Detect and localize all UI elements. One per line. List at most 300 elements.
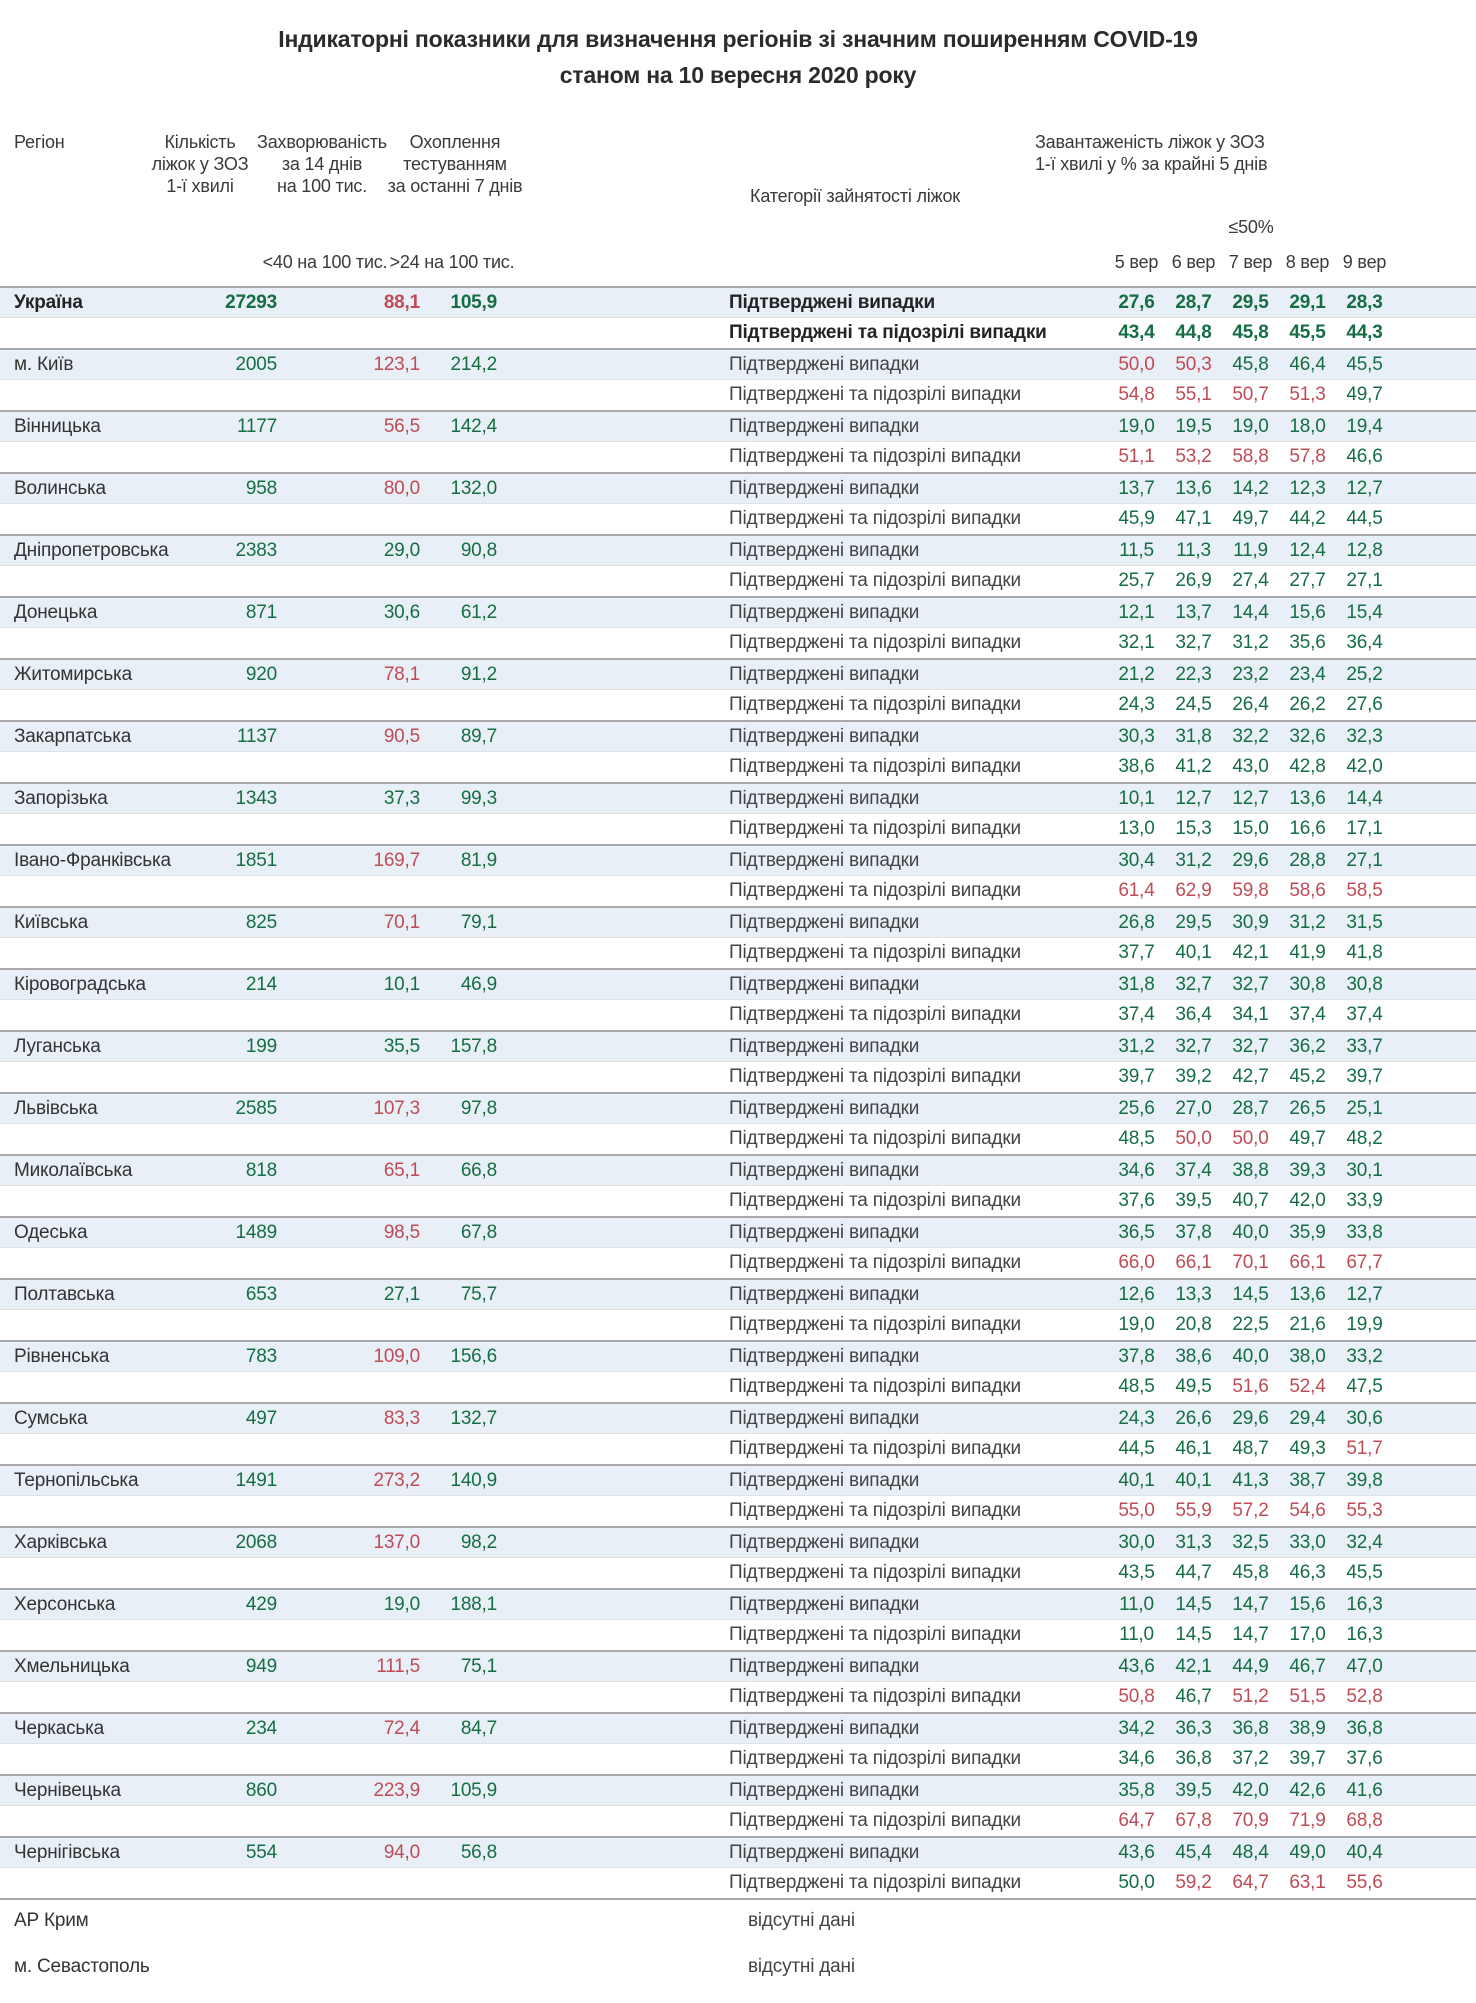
category-label: Підтверджені та підозрілі випадки xyxy=(729,756,1021,777)
incidence-value: 78,1 xyxy=(383,664,420,685)
table-row-confirmed xyxy=(0,474,1476,504)
testing-value: 156,6 xyxy=(450,1346,497,1367)
testing-value: 105,9 xyxy=(450,1780,497,1801)
occupancy-value: 38,8 xyxy=(1232,1160,1269,1181)
table-row-suspected xyxy=(0,690,1476,720)
occupancy-value: 11,9 xyxy=(1233,540,1268,561)
beds-value: 1851 xyxy=(235,850,277,871)
no-data-row xyxy=(0,1898,1476,1944)
occupancy-value: 21,6 xyxy=(1289,1314,1326,1335)
occupancy-value: 37,7 xyxy=(1118,942,1155,963)
occupancy-value: 13,6 xyxy=(1175,478,1212,499)
occupancy-value: 24,5 xyxy=(1175,694,1212,715)
region-name: Кіровоградська xyxy=(14,974,146,995)
occupancy-value: 30,1 xyxy=(1346,1160,1383,1181)
testing-value: 79,1 xyxy=(460,912,497,933)
occupancy-value: 36,8 xyxy=(1175,1748,1212,1769)
testing-value: 67,8 xyxy=(460,1222,497,1243)
region-block xyxy=(0,1092,1476,1154)
occupancy-value: 36,2 xyxy=(1289,1036,1326,1057)
occupancy-value: 14,4 xyxy=(1232,602,1269,623)
category-label: Підтверджені випадки xyxy=(729,1408,920,1429)
occupancy-value: 10,1 xyxy=(1118,788,1155,809)
occupancy-value: 19,5 xyxy=(1175,416,1212,437)
occupancy-value: 25,2 xyxy=(1346,664,1383,685)
occupancy-value: 21,2 xyxy=(1118,664,1155,685)
occupancy-value: 47,0 xyxy=(1346,1656,1383,1677)
testing-value: 142,4 xyxy=(450,416,497,437)
occupancy-value: 49,0 xyxy=(1289,1842,1326,1863)
occupancy-value: 44,5 xyxy=(1346,508,1383,529)
occupancy-value: 45,8 xyxy=(1232,354,1269,375)
occupancy-value: 37,4 xyxy=(1289,1004,1326,1025)
occupancy-value: 64,7 xyxy=(1118,1810,1155,1831)
table-row-suspected xyxy=(0,380,1476,410)
incidence-value: 137,0 xyxy=(373,1532,420,1553)
beds-value: 825 xyxy=(245,912,277,933)
occupancy-value: 51,6 xyxy=(1232,1376,1269,1397)
occupancy-value: 50,0 xyxy=(1118,1872,1155,1893)
column-header-region: Регіон xyxy=(14,132,65,152)
occupancy-value: 27,6 xyxy=(1118,292,1155,313)
region-block xyxy=(0,1154,1476,1216)
occupancy-value: 41,6 xyxy=(1346,1780,1383,1801)
category-label: Підтверджені випадки xyxy=(729,850,920,871)
occupancy-value: 41,9 xyxy=(1289,942,1326,963)
category-label: Підтверджені випадки xyxy=(729,912,920,933)
table-row-confirmed xyxy=(0,412,1476,442)
region-name: Дніпропетровська xyxy=(14,540,169,561)
occupancy-value: 42,0 xyxy=(1346,756,1383,777)
occupancy-value: 30,8 xyxy=(1289,974,1326,995)
region-name: Тернопільська xyxy=(14,1470,139,1491)
occupancy-value: 37,8 xyxy=(1118,1346,1155,1367)
region-block xyxy=(0,1216,1476,1278)
occupancy-value: 42,8 xyxy=(1289,756,1326,777)
region-name: Чернівецька xyxy=(14,1780,121,1801)
occupancy-value: 42,0 xyxy=(1289,1190,1326,1211)
occupancy-value: 40,0 xyxy=(1232,1222,1269,1243)
occupancy-value: 19,9 xyxy=(1346,1314,1383,1335)
date-header-2: 6 вер xyxy=(1171,252,1216,272)
incidence-value: 94,0 xyxy=(383,1842,420,1863)
region-name: Миколаївська xyxy=(14,1160,133,1181)
occupancy-value: 29,4 xyxy=(1289,1408,1326,1429)
occupancy-value: 49,3 xyxy=(1289,1438,1326,1459)
occupancy-value: 59,8 xyxy=(1232,880,1269,901)
occupancy-value: 50,8 xyxy=(1118,1686,1155,1707)
occupancy-value: 48,5 xyxy=(1118,1128,1155,1149)
occupancy-value: 23,2 xyxy=(1232,664,1269,685)
category-label: Підтверджені випадки xyxy=(729,1594,920,1615)
occupancy-value: 66,0 xyxy=(1118,1252,1155,1273)
occupancy-value: 29,5 xyxy=(1232,292,1269,313)
region-block xyxy=(0,1030,1476,1092)
occupancy-value: 40,4 xyxy=(1346,1842,1383,1863)
occupancy-value: 44,9 xyxy=(1232,1656,1269,1677)
no-data-row xyxy=(0,1944,1476,1990)
occupancy-value: 57,2 xyxy=(1232,1500,1269,1521)
occupancy-value: 33,0 xyxy=(1289,1532,1326,1553)
occupancy-value: 43,4 xyxy=(1118,322,1155,343)
region-block xyxy=(0,1278,1476,1340)
occupancy-value: 34,6 xyxy=(1118,1160,1155,1181)
table-row-suspected xyxy=(0,1062,1476,1092)
occupancy-value: 48,7 xyxy=(1232,1438,1269,1459)
occupancy-value: 45,5 xyxy=(1289,322,1326,343)
incidence-value: 35,5 xyxy=(383,1036,420,1057)
occupancy-value: 26,9 xyxy=(1175,570,1212,591)
occupancy-value: 42,0 xyxy=(1232,1780,1269,1801)
occupancy-value: 36,8 xyxy=(1346,1718,1383,1739)
occupancy-value: 26,6 xyxy=(1175,1408,1212,1429)
category-label: Підтверджені та підозрілі випадки xyxy=(729,1686,1021,1707)
table-row-confirmed xyxy=(0,536,1476,566)
category-label: Підтверджені та підозрілі випадки xyxy=(729,322,1047,343)
incidence-value: 111,5 xyxy=(376,1656,420,1677)
occupancy-value: 30,4 xyxy=(1118,850,1155,871)
occupancy-value: 26,2 xyxy=(1289,694,1326,715)
occupancy-value: 27,1 xyxy=(1346,850,1383,871)
table-row-confirmed xyxy=(0,1342,1476,1372)
table-row-confirmed xyxy=(0,1466,1476,1496)
occupancy-value: 45,8 xyxy=(1232,322,1269,343)
beds-value: 1343 xyxy=(235,788,277,809)
occupancy-value: 30,9 xyxy=(1232,912,1269,933)
occupancy-value: 45,9 xyxy=(1118,508,1155,529)
occupancy-value: 38,9 xyxy=(1289,1718,1326,1739)
occupancy-value: 13,7 xyxy=(1118,478,1155,499)
occupancy-value: 49,7 xyxy=(1289,1128,1326,1149)
occupancy-value: 40,1 xyxy=(1175,942,1212,963)
occupancy-value: 14,7 xyxy=(1232,1624,1269,1645)
category-label: Підтверджені та підозрілі випадки xyxy=(729,632,1021,653)
category-label: Підтверджені та підозрілі випадки xyxy=(729,1190,1021,1211)
category-label: Підтверджені та підозрілі випадки xyxy=(729,1624,1021,1645)
incidence-value: 83,3 xyxy=(383,1408,420,1429)
beds-value: 27293 xyxy=(225,292,277,313)
region-block xyxy=(0,1774,1476,1836)
occupancy-value: 50,0 xyxy=(1232,1128,1269,1149)
column-header-testing: Охоплення тестуванням за останні 7 днів xyxy=(387,132,523,196)
occupancy-value: 32,7 xyxy=(1175,1036,1212,1057)
beds-value: 199 xyxy=(245,1036,277,1057)
region-name: Київська xyxy=(14,912,88,933)
occupancy-value: 67,8 xyxy=(1175,1810,1212,1831)
occupancy-value: 50,0 xyxy=(1175,1128,1212,1149)
occupancy-value: 12,6 xyxy=(1118,1284,1155,1305)
category-label: Підтверджені випадки xyxy=(729,1098,920,1119)
table-row-confirmed xyxy=(0,1776,1476,1806)
table-row-suspected xyxy=(0,628,1476,658)
category-label: Підтверджені та підозрілі випадки xyxy=(729,1376,1021,1397)
region-block xyxy=(0,1836,1476,1898)
beds-value: 1137 xyxy=(236,726,277,747)
occupancy-value: 46,7 xyxy=(1289,1656,1326,1677)
region-block xyxy=(0,844,1476,906)
occupancy-value: 59,2 xyxy=(1175,1872,1212,1893)
table-row-suspected xyxy=(0,1806,1476,1836)
occupancy-value: 25,1 xyxy=(1346,1098,1383,1119)
occupancy-value: 33,9 xyxy=(1346,1190,1383,1211)
occupancy-value: 24,3 xyxy=(1118,694,1155,715)
occupancy-value: 39,7 xyxy=(1289,1748,1326,1769)
region-name: Чернігівська xyxy=(14,1842,120,1863)
category-label: Підтверджені випадки xyxy=(729,1656,920,1677)
occupancy-value: 14,4 xyxy=(1346,788,1383,809)
occupancy-value: 12,7 xyxy=(1346,1284,1383,1305)
page-title-line1: Індикаторні показники для визначення регіонів зі значним поширенням COVID-19 xyxy=(278,26,1198,52)
category-label: Підтверджені та підозрілі випадки xyxy=(729,1562,1021,1583)
category-label: Підтверджені та підозрілі випадки xyxy=(729,880,1021,901)
occupancy-value: 29,6 xyxy=(1232,1408,1269,1429)
occupancy-value: 38,6 xyxy=(1118,756,1155,777)
date-header-5: 9 вер xyxy=(1342,252,1387,272)
testing-value: 105,9 xyxy=(450,292,497,313)
occupancy-value: 31,2 xyxy=(1175,850,1212,871)
occupancy-value: 17,0 xyxy=(1289,1624,1326,1645)
incidence-value: 169,7 xyxy=(373,850,420,871)
occupancy-value: 37,6 xyxy=(1346,1748,1383,1769)
incidence-value: 273,2 xyxy=(373,1470,420,1491)
occupancy-value: 31,2 xyxy=(1118,1036,1155,1057)
occupancy-value: 30,0 xyxy=(1118,1532,1155,1553)
table-row-suspected xyxy=(0,1434,1476,1464)
occupancy-value: 48,4 xyxy=(1232,1842,1269,1863)
occupancy-value: 41,3 xyxy=(1232,1470,1269,1491)
occupancy-value: 15,6 xyxy=(1289,1594,1326,1615)
table-row-confirmed xyxy=(0,722,1476,752)
testing-value: 188,1 xyxy=(450,1594,497,1615)
category-label: Підтверджені випадки xyxy=(729,1780,920,1801)
beds-value: 1491 xyxy=(235,1470,277,1491)
occupancy-value: 25,7 xyxy=(1118,570,1155,591)
region-block xyxy=(0,1712,1476,1774)
table-row-confirmed xyxy=(0,598,1476,628)
occupancy-value: 37,2 xyxy=(1232,1748,1269,1769)
occupancy-value: 29,1 xyxy=(1289,292,1326,313)
incidence-value: 56,5 xyxy=(383,416,420,437)
category-label: Підтверджені випадки xyxy=(729,1284,920,1305)
occupancy-value: 24,3 xyxy=(1118,1408,1155,1429)
table-row-suspected xyxy=(0,1248,1476,1278)
occupancy-value: 33,8 xyxy=(1346,1222,1383,1243)
occupancy-value: 42,1 xyxy=(1175,1656,1212,1677)
region-name: Запорізька xyxy=(14,788,108,809)
occupancy-value: 38,7 xyxy=(1289,1470,1326,1491)
table-row-confirmed xyxy=(0,288,1476,318)
occupancy-value: 32,7 xyxy=(1232,1036,1269,1057)
occupancy-value: 46,6 xyxy=(1346,446,1383,467)
occupancy-value: 64,7 xyxy=(1232,1872,1269,1893)
occupancy-value: 30,3 xyxy=(1118,726,1155,747)
occupancy-value: 46,1 xyxy=(1175,1438,1212,1459)
region-name: Сумська xyxy=(14,1408,88,1429)
occupancy-value: 36,8 xyxy=(1232,1718,1269,1739)
occupancy-value: 26,8 xyxy=(1118,912,1155,933)
region-name: Житомирська xyxy=(14,664,132,685)
occupancy-value: 70,9 xyxy=(1232,1810,1269,1831)
occupancy-value: 28,3 xyxy=(1346,292,1383,313)
occupancy-value: 31,5 xyxy=(1346,912,1383,933)
occupancy-value: 14,5 xyxy=(1232,1284,1269,1305)
occupancy-value: 44,3 xyxy=(1346,322,1383,343)
testing-value: 89,7 xyxy=(460,726,497,747)
occupancy-value: 52,8 xyxy=(1346,1686,1383,1707)
beds-value: 214 xyxy=(245,974,277,995)
page-title-line2: станом на 10 вересня 2020 року xyxy=(559,62,917,88)
region-block xyxy=(0,1588,1476,1650)
occupancy-value: 40,1 xyxy=(1118,1470,1155,1491)
table-row-confirmed xyxy=(0,970,1476,1000)
incidence-value: 88,1 xyxy=(383,292,420,313)
table-header xyxy=(0,0,1476,286)
beds-value: 949 xyxy=(245,1656,277,1677)
region-block xyxy=(0,534,1476,596)
occupancy-value: 28,8 xyxy=(1289,850,1326,871)
incidence-value: 109,0 xyxy=(373,1346,420,1367)
occupancy-value: 51,2 xyxy=(1232,1686,1269,1707)
occupancy-value: 32,1 xyxy=(1118,632,1155,653)
occupancy-value: 51,7 xyxy=(1346,1438,1383,1459)
occupancy-value: 13,0 xyxy=(1118,818,1155,839)
category-label: Підтверджені випадки xyxy=(729,974,920,995)
category-label: Підтверджені та підозрілі випадки xyxy=(729,1810,1021,1831)
occupancy-value: 32,2 xyxy=(1232,726,1269,747)
table-row-suspected xyxy=(0,1558,1476,1588)
occupancy-value: 46,4 xyxy=(1289,354,1326,375)
occupancy-value: 17,1 xyxy=(1346,818,1383,839)
category-label: Підтверджені та підозрілі випадки xyxy=(729,1004,1021,1025)
occupancy-value: 19,0 xyxy=(1118,1314,1155,1335)
occupancy-value: 32,7 xyxy=(1175,974,1212,995)
occupancy-value: 43,5 xyxy=(1118,1562,1155,1583)
beds-value: 783 xyxy=(245,1346,277,1367)
occupancy-value: 58,5 xyxy=(1346,880,1383,901)
occupancy-value: 42,7 xyxy=(1232,1066,1269,1087)
occupancy-value: 54,8 xyxy=(1118,384,1155,405)
occupancy-value: 32,4 xyxy=(1346,1532,1383,1553)
testing-value: 84,7 xyxy=(460,1718,497,1739)
occupancy-value: 45,5 xyxy=(1346,1562,1383,1583)
occupancy-value: 11,5 xyxy=(1119,540,1154,561)
category-label: Підтверджені та підозрілі випадки xyxy=(729,1314,1021,1335)
occupancy-value: 15,6 xyxy=(1289,602,1326,623)
category-label: Підтверджені та підозрілі випадки xyxy=(729,446,1021,467)
occupancy-threshold-label: ≤50% xyxy=(1228,217,1274,237)
occupancy-value: 31,8 xyxy=(1175,726,1212,747)
column-header-occupancy: Завантаженість ліжок у ЗОЗ 1-ї хвилі у % за крайні 5 днів xyxy=(1035,132,1268,174)
category-label: Підтверджені випадки xyxy=(729,354,920,375)
occupancy-value: 47,1 xyxy=(1175,508,1212,529)
occupancy-value: 31,8 xyxy=(1118,974,1155,995)
occupancy-value: 13,7 xyxy=(1175,602,1212,623)
region-name: Харківська xyxy=(14,1532,107,1553)
region-name: Одеська xyxy=(14,1222,88,1243)
table-row-suspected xyxy=(0,442,1476,472)
occupancy-value: 37,4 xyxy=(1346,1004,1383,1025)
occupancy-value: 32,7 xyxy=(1232,974,1269,995)
occupancy-value: 20,8 xyxy=(1175,1314,1212,1335)
beds-value: 554 xyxy=(245,1842,277,1863)
occupancy-value: 50,3 xyxy=(1175,354,1212,375)
incidence-value: 65,1 xyxy=(383,1160,420,1181)
beds-value: 860 xyxy=(245,1780,277,1801)
incidence-value: 30,6 xyxy=(383,602,420,623)
occupancy-value: 19,4 xyxy=(1346,416,1383,437)
occupancy-value: 35,9 xyxy=(1289,1222,1326,1243)
region-block xyxy=(0,472,1476,534)
category-label: Підтверджені випадки xyxy=(729,478,920,499)
table-row-suspected xyxy=(0,504,1476,534)
occupancy-value: 58,8 xyxy=(1232,446,1269,467)
column-header-beds: Кількість ліжок у ЗОЗ 1-ї хвилі xyxy=(151,132,249,196)
occupancy-value: 18,0 xyxy=(1289,416,1326,437)
table-row-confirmed xyxy=(0,784,1476,814)
category-label: Підтверджені випадки xyxy=(729,1160,920,1181)
occupancy-value: 32,3 xyxy=(1346,726,1383,747)
incidence-threshold-label: <40 на 100 тис. xyxy=(262,252,388,272)
table-row-suspected xyxy=(0,1000,1476,1030)
occupancy-value: 33,2 xyxy=(1346,1346,1383,1367)
table-row-confirmed xyxy=(0,1652,1476,1682)
table-row-suspected xyxy=(0,1310,1476,1340)
occupancy-value: 11,0 xyxy=(1119,1594,1154,1615)
occupancy-value: 62,9 xyxy=(1175,880,1212,901)
occupancy-value: 55,1 xyxy=(1175,384,1212,405)
region-name: Черкаська xyxy=(14,1718,104,1739)
occupancy-value: 28,7 xyxy=(1175,292,1212,313)
occupancy-value: 12,3 xyxy=(1289,478,1326,499)
occupancy-value: 44,7 xyxy=(1175,1562,1212,1583)
table-row-suspected xyxy=(0,752,1476,782)
region-name: м. Севастополь xyxy=(14,1956,150,1977)
category-label: Підтверджені випадки xyxy=(729,1718,920,1739)
occupancy-value: 34,6 xyxy=(1118,1748,1155,1769)
occupancy-value: 40,0 xyxy=(1232,1346,1269,1367)
occupancy-value: 31,2 xyxy=(1289,912,1326,933)
testing-threshold-label: >24 на 100 тис. xyxy=(389,252,515,272)
occupancy-value: 55,9 xyxy=(1175,1500,1212,1521)
occupancy-value: 35,6 xyxy=(1289,632,1326,653)
table-row-suspected xyxy=(0,876,1476,906)
incidence-value: 27,1 xyxy=(383,1284,420,1305)
table-row-suspected xyxy=(0,938,1476,968)
table-row-suspected xyxy=(0,1868,1476,1898)
region-name: Полтавська xyxy=(14,1284,115,1305)
occupancy-value: 23,4 xyxy=(1289,664,1326,685)
occupancy-value: 16,3 xyxy=(1346,1594,1383,1615)
occupancy-value: 32,6 xyxy=(1289,726,1326,747)
beds-value: 234 xyxy=(245,1718,277,1739)
region-block xyxy=(0,348,1476,410)
beds-value: 920 xyxy=(245,664,277,685)
table-row-confirmed xyxy=(0,1714,1476,1744)
occupancy-value: 39,7 xyxy=(1118,1066,1155,1087)
occupancy-value: 54,6 xyxy=(1289,1500,1326,1521)
occupancy-value: 35,8 xyxy=(1118,1780,1155,1801)
occupancy-value: 27,6 xyxy=(1346,694,1383,715)
region-name: Вінницька xyxy=(14,416,101,437)
occupancy-value: 70,1 xyxy=(1232,1252,1269,1273)
incidence-value: 98,5 xyxy=(383,1222,420,1243)
occupancy-value: 45,4 xyxy=(1175,1842,1212,1863)
region-name: Хмельницька xyxy=(14,1656,130,1677)
occupancy-value: 67,7 xyxy=(1346,1252,1383,1273)
occupancy-value: 12,1 xyxy=(1118,602,1155,623)
table-row-suspected xyxy=(0,566,1476,596)
category-label: Підтверджені та підозрілі випадки xyxy=(729,570,1021,591)
